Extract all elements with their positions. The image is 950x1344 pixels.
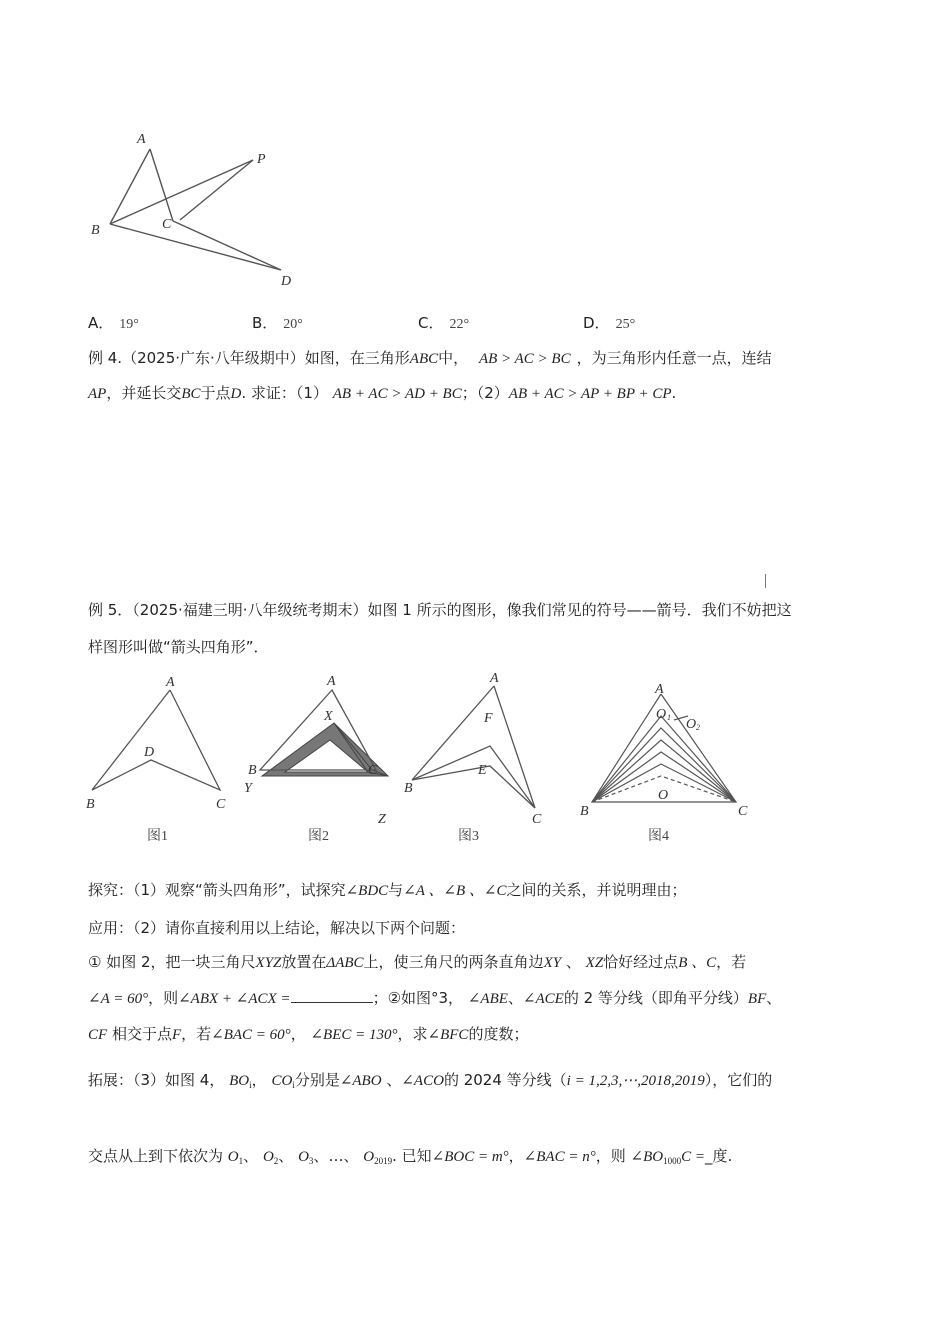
fig1-label-d: D xyxy=(144,745,155,760)
q2-line: 应用：（2）请你直接利用以上结论，解决以下两个问题： xyxy=(88,919,466,937)
fig1-caption: 图1 xyxy=(147,829,168,844)
fig2-label-c: C xyxy=(368,763,378,778)
fig1-label-a: A xyxy=(166,675,175,690)
q1-line: 探究：（1）观察“箭头四角形”，试探究∠BDC与∠A 、∠B 、∠C之间的关系，并说明理由； xyxy=(88,881,687,899)
fig2-label-y: Y xyxy=(244,781,252,796)
fig4-label-o1: O xyxy=(656,707,667,722)
label-p: P xyxy=(257,152,266,167)
q4-line: 交点从上到下依次为 $O_1$、 $O_2$、 $O_3$、…、 $O_{2019}$. 已知∠BOC = m°，∠BAC = n°，则 $\angle BO_{1000}C$ =_度. xyxy=(88,1147,733,1166)
fig4-caption: 图4 xyxy=(648,829,669,844)
q2-3-line: CF 相交于点F，若∠BAC = 60°， ∠BEC = 130°，求∠BFC的度数； xyxy=(88,1025,529,1043)
fig2-label-b: B xyxy=(248,763,257,778)
option-d: D． 25° xyxy=(583,314,636,332)
fig2-label-a: A xyxy=(327,674,336,689)
label-d: D xyxy=(281,274,292,289)
figure-row xyxy=(80,668,780,853)
option-b: B． 20° xyxy=(252,314,303,332)
fig4-label-c: C xyxy=(738,804,748,819)
label-b: B xyxy=(91,223,100,238)
fig2-caption: 图2 xyxy=(308,829,329,844)
fig4-label-o: O xyxy=(658,788,669,803)
ex5-line1: 例 5．（2025·福建三明·八年级统考期末）如图 1 所示的图形，像我们常见的符号——箭号．我们不妨把这 xyxy=(88,601,792,619)
fig2-label-z: Z xyxy=(378,812,386,827)
label-a: A xyxy=(137,132,146,147)
fig4-sub-2: 2 xyxy=(696,723,700,732)
ex5-line2: 样图形叫做“箭头四角形”． xyxy=(88,638,269,656)
answer-blank[interactable] xyxy=(291,1002,373,1003)
fig4-label-o2: O xyxy=(686,717,697,732)
fig1-label-c: C xyxy=(216,797,226,812)
stray-mark xyxy=(765,574,766,588)
q2-2-line: ∠A = 60°，则∠ABX + ∠ACX = ；②如图°3， ∠ABE、∠ACE的 2 等分线（即角平分线）BF、 xyxy=(88,989,782,1007)
fig3-label-c: C xyxy=(532,812,542,827)
ex4-line2: AP，并延长交BC于点D. 求证：（1） AB + AC > AD + BC；（2）AB + AC > AP + BP + CP. xyxy=(88,384,677,402)
label-c: C xyxy=(162,217,172,232)
top-figure xyxy=(85,125,292,295)
fig4-label-b: B xyxy=(580,804,589,819)
fig1-label-b: B xyxy=(86,797,95,812)
fig3-label-e: E xyxy=(478,763,487,778)
fig3-caption: 图3 xyxy=(458,829,479,844)
option-c: C． 22° xyxy=(418,314,470,332)
fig2-label-x: X xyxy=(324,709,333,724)
option-a: A． 19° xyxy=(88,314,139,332)
fig3-label-a: A xyxy=(490,671,499,686)
q3-line: 拓展：（3）如图 4， $BO_i$， $CO_i$分别是∠ABO 、∠ACO的 2024 等分线（i = 1,2,3,⋯,2018,2019），它们的 xyxy=(88,1071,773,1090)
q2-1-line: ① 如图 2，把一块三角尺XYZ放置在ΔABC上，使三角尺的两条直角边XY 、 XZ恰好经过点B 、C，若 xyxy=(88,953,747,971)
fig4-label-a: A xyxy=(655,682,664,697)
fig4-sub-1: 1 xyxy=(667,713,671,722)
figure-1 xyxy=(92,690,220,790)
fig3-label-b: B xyxy=(404,781,413,796)
ex4-line1: 例 4.（2025·广东·八年级期中）如图，在三角形ABC中， AB > AC > BC ，为三角形内任意一点，连结 xyxy=(88,349,772,367)
figure-3 xyxy=(412,686,535,808)
fig3-label-f: F xyxy=(484,711,493,726)
